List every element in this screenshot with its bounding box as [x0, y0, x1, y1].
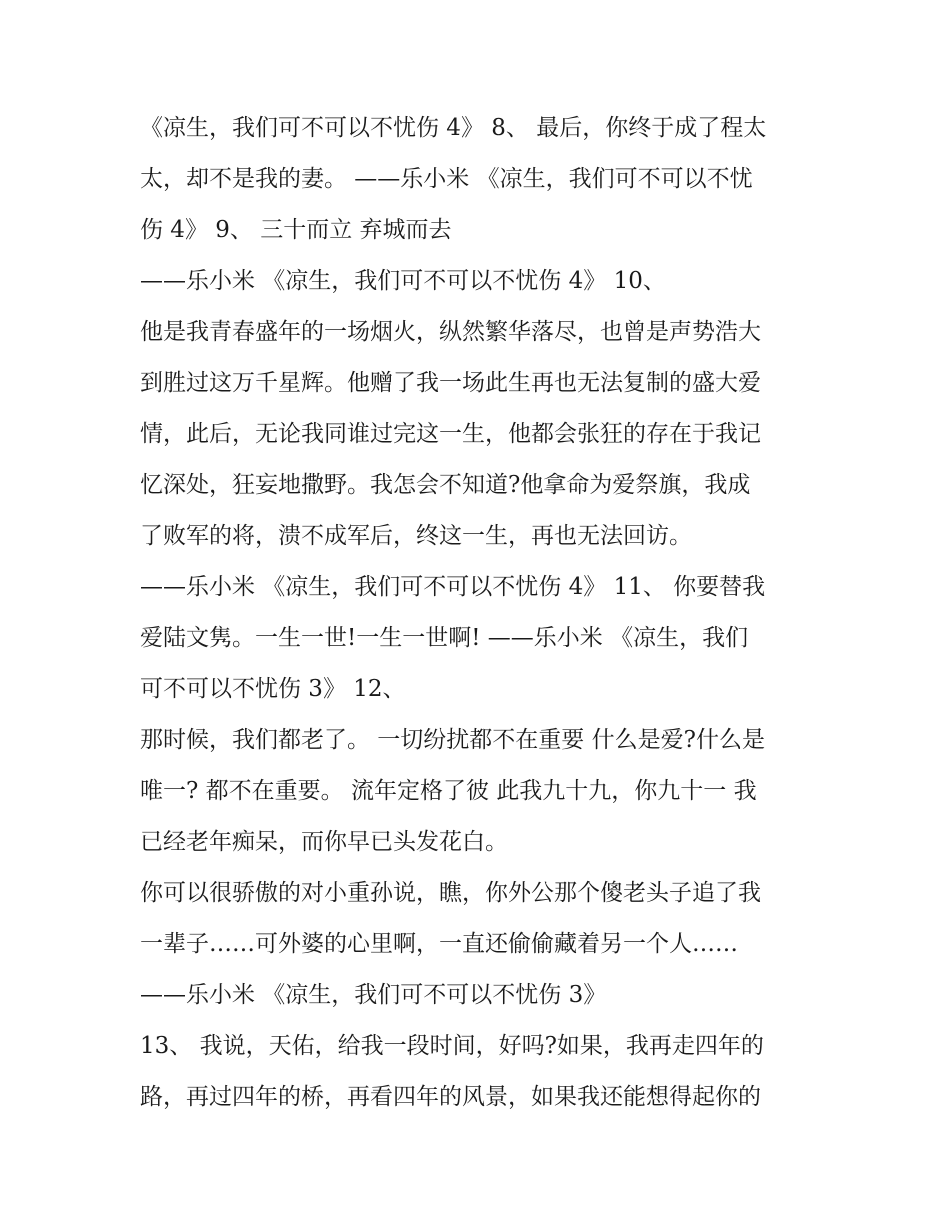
- text-line: ——乐小米 《凉生，我们可不可以不忧伤 4》 10、: [140, 268, 666, 294]
- text-line: 了败军的将，溃不成军后，终这一生，再也无法回访。: [140, 523, 692, 549]
- text-line: ——乐小米 《凉生，我们可不可以不忧伤 3》: [140, 982, 607, 1008]
- text-line: 爱陆文隽。一生一世!一生一世啊! ——乐小米 《凉生，我们: [140, 625, 749, 651]
- text-line: 一辈子……可外婆的心里啊，一直还偷偷藏着另一个人……: [140, 931, 738, 957]
- text-line: 已经老年痴呆，而你早已头发花白。: [140, 829, 508, 855]
- text-line: 你可以很骄傲的对小重孙说，瞧，你外公那个傻老头子追了我: [140, 880, 761, 906]
- text-line: 13、 我说，天佑，给我一段时间，好吗?如果，我再走四年的: [140, 1033, 764, 1059]
- text-line: 《凉生，我们可不可以不忧伤 4》 8、 最后，你终于成了程太: [140, 115, 767, 141]
- text-line: 忆深处，狂妄地撒野。我怎会不知道?他拿命为爱祭旗，我成: [140, 472, 751, 498]
- text-line: 伤 4》 9、 三十而立 弃城而去: [140, 217, 452, 243]
- text-line: 情，此后，无论我同谁过完这一生，他都会张狂的存在于我记: [140, 421, 761, 447]
- body-text: [140, 103, 840, 1123]
- text-line: 到胜过这万千星辉。他赠了我一场此生再也无法复制的盛大爱: [140, 370, 761, 396]
- text-line: 唯一? 都不在重要。 流年定格了彼 此我九十九，你九十一 我: [140, 778, 757, 804]
- text-line: ——乐小米 《凉生，我们可不可以不忧伤 4》 11、 你要替我: [140, 574, 766, 600]
- text-line: 那时候，我们都老了。 一切纷扰都不在重要 什么是爱?什么是: [140, 727, 765, 753]
- text-line: 路，再过四年的桥，再看四年的风景，如果我还能想得起你的: [140, 1084, 761, 1110]
- text-line: 太，却不是我的妻。 ——乐小米 《凉生，我们可不可以不忧: [140, 166, 753, 192]
- text-line: 可不可以不忧伤 3》 12、: [140, 676, 406, 702]
- text-line: 他是我青春盛年的一场烟火，纵然繁华落尽，也曾是声势浩大: [140, 319, 761, 345]
